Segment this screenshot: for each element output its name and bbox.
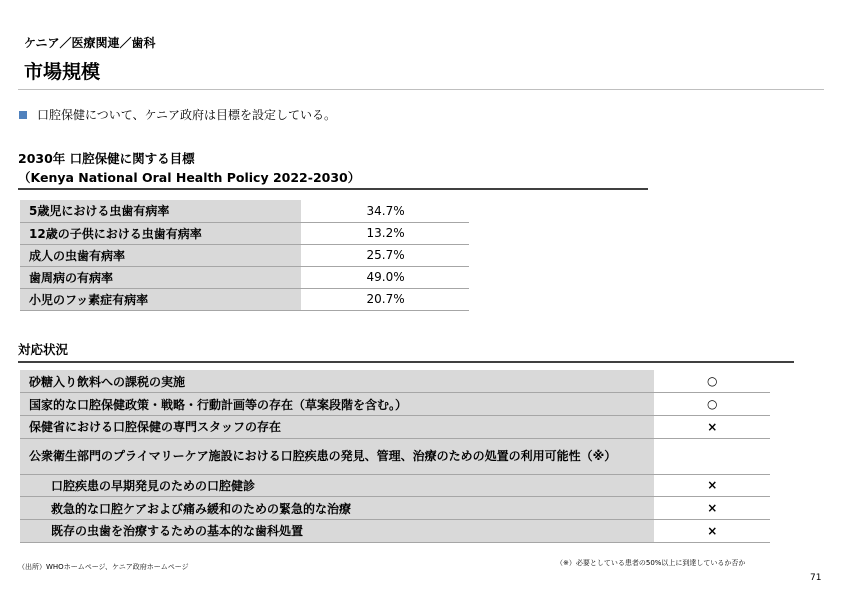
goals-section-title <box>18 149 360 187</box>
table-row <box>20 266 469 288</box>
goals-title-line1: 2030年 口腔保健に関する目標 <box>18 151 195 166</box>
summary-text: 口腔保健について、ケニア政府は目標を設定している。 <box>37 108 337 122</box>
table-row <box>20 244 469 266</box>
breadcrumb: ケニア／医療関連／歯科 <box>24 36 156 50</box>
footnote: （※）必要としている患者の50%以上に到達しているか否か <box>556 559 746 567</box>
goal-label: 小児のフッ素症有病率 <box>20 288 301 310</box>
status-label: 砂糖入り飲料への課税の実施 <box>20 370 654 393</box>
table-row <box>20 200 469 222</box>
summary-bullet <box>19 106 336 123</box>
status-mark: × <box>654 415 770 438</box>
status-label: 国家的な口腔保健政策・戦略・行動計画等の存在（草案段階を含む。） <box>20 393 654 416</box>
goals-table <box>20 200 469 311</box>
status-label: 公衆衛生部門のプライマリーケア施設における口腔疾患の発見、管理、治療のための処置の利用可能性（※） <box>20 438 654 474</box>
status-mark: ○ <box>654 370 770 393</box>
table-row <box>20 393 770 416</box>
goals-section-divider <box>18 188 648 190</box>
goal-value: 20.7% <box>301 288 469 310</box>
title-divider <box>18 89 824 90</box>
goals-title-line2: （Kenya National Oral Health Policy 2022-2030） <box>18 170 361 185</box>
table-row <box>20 222 469 244</box>
table-row <box>20 288 469 310</box>
table-row <box>20 497 770 520</box>
status-label: 保健省における口腔保健の専門スタッフの存在 <box>20 415 654 438</box>
status-mark: × <box>654 497 770 520</box>
status-table <box>20 370 770 543</box>
status-sub-label: 口腔疾患の早期発見のための口腔健診 <box>20 474 654 497</box>
status-mark: × <box>654 474 770 497</box>
status-mark <box>654 438 770 474</box>
status-section-divider <box>18 361 794 363</box>
goal-label: 5歳児における虫歯有病率 <box>20 200 301 222</box>
source-note: （出所）WHOホームページ、ケニア政府ホームページ <box>18 563 189 571</box>
page-number: 71 <box>810 573 822 583</box>
table-row <box>20 519 770 542</box>
goal-value: 49.0% <box>301 266 469 288</box>
goal-value: 34.7% <box>301 200 469 222</box>
bullet-square-icon <box>19 111 27 119</box>
status-section-title: 対応状況 <box>18 342 69 357</box>
table-row <box>20 415 770 438</box>
goal-value: 25.7% <box>301 244 469 266</box>
status-mark: × <box>654 519 770 542</box>
goal-label: 12歳の子供における虫歯有病率 <box>20 222 301 244</box>
goal-label: 歯周病の有病率 <box>20 266 301 288</box>
status-sub-label: 救急的な口腔ケアおよび痛み緩和のための緊急的な治療 <box>20 497 654 520</box>
goal-value: 13.2% <box>301 222 469 244</box>
status-sub-label: 既存の虫歯を治療するための基本的な歯科処置 <box>20 519 654 542</box>
status-mark: ○ <box>654 393 770 416</box>
table-row <box>20 370 770 393</box>
table-row <box>20 474 770 497</box>
goal-label: 成人の虫歯有病率 <box>20 244 301 266</box>
table-row <box>20 438 770 474</box>
page-title: 市場規模 <box>24 61 101 83</box>
